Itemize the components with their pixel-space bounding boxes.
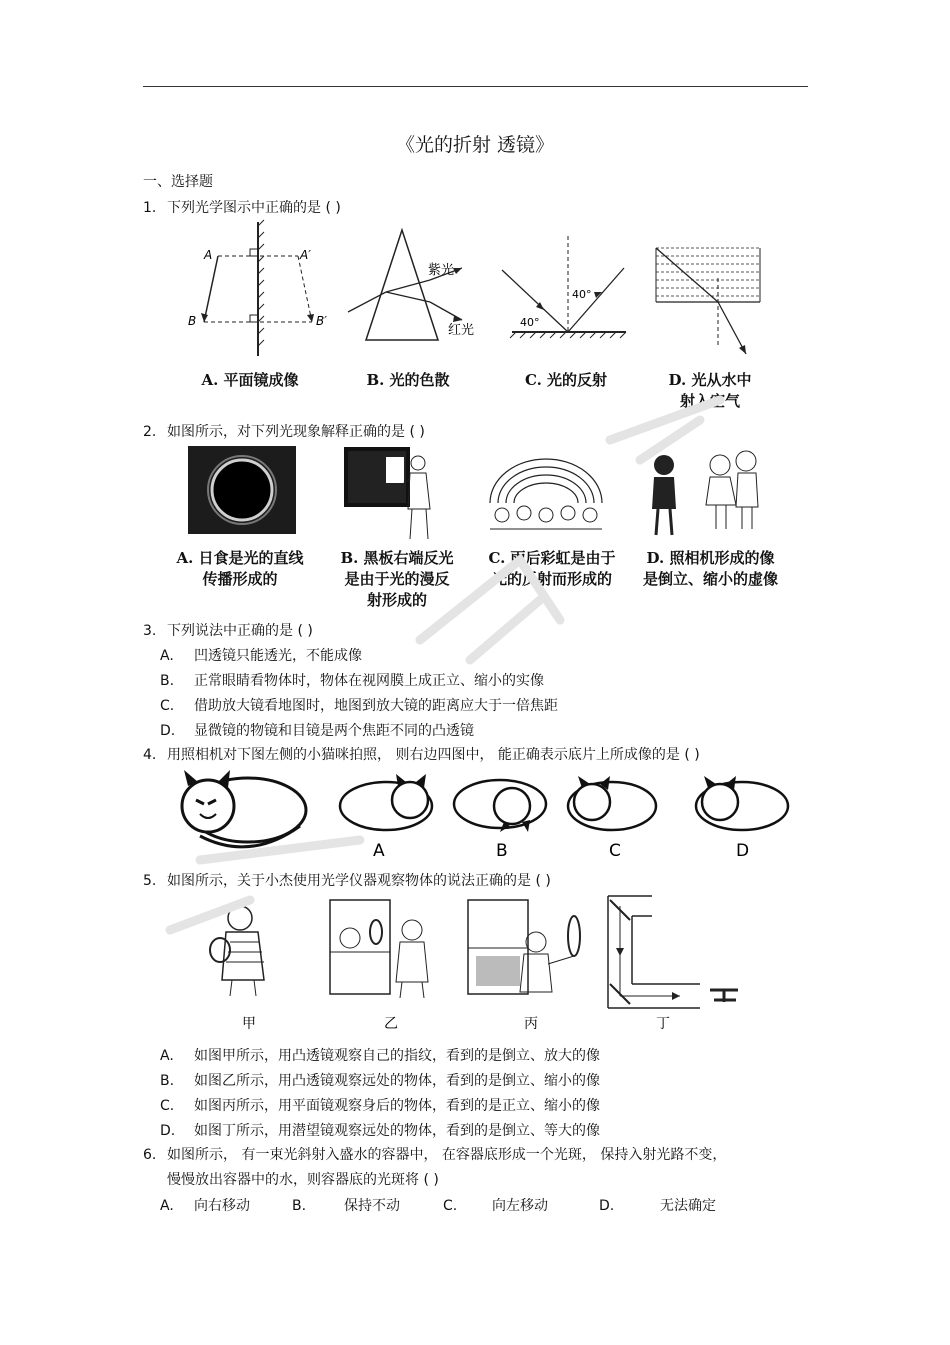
q3-option-c <box>160 695 558 715</box>
question-text: 如图所示，关于小杰使用光学仪器观察物体的说法正确的是 ( ) <box>167 873 551 889</box>
cat-option-a-image <box>340 774 432 830</box>
reflection-diagram <box>502 236 626 338</box>
option-text: 正常眼睛看物体时，物体在视网膜上成正立、缩小的实像 <box>194 673 544 689</box>
option-letter: B. <box>160 1073 175 1089</box>
option-text: 显微镜的物镜和目镜是两个焦距不同的凸透镜 <box>194 723 474 739</box>
cat-option-d-image <box>696 776 788 830</box>
q5-figure <box>190 892 780 1034</box>
question-text: 如图所示，对下列光现象解释正确的是 ( ) <box>167 424 425 440</box>
q3-option-a <box>160 645 362 665</box>
option-letter: A. <box>160 1198 174 1214</box>
option-letter: C. <box>160 1098 175 1114</box>
q6-option-b <box>292 1195 400 1215</box>
option-text: 如图丁所示，用潜望镜观察远处的物体，看到的是倒立、等大的像 <box>194 1123 600 1139</box>
question-number: 6. <box>143 1147 157 1163</box>
prism-diagram <box>348 230 474 340</box>
label-ding: 丁 <box>656 1016 670 1032</box>
q2-caption-d <box>628 548 793 590</box>
question-text: 下列说法中正确的是 ( ) <box>167 623 313 639</box>
option-text: 无法确定 <box>660 1198 716 1214</box>
q3-option-b <box>160 670 544 690</box>
question-text-line1: 如图所示， 有一束光斜射入盛水的容器中， 在容器底形成一个光斑， 保持入射光路不变， <box>167 1147 727 1163</box>
option-letter: D. <box>599 1198 615 1214</box>
cat-label-b: B <box>496 841 508 861</box>
option-letter: D. <box>160 723 176 739</box>
q1-caption-c: C. 光的反射 <box>524 371 608 389</box>
solar-eclipse-image <box>188 446 296 534</box>
caption-line: C. 雨后彩虹是由于 <box>488 549 616 567</box>
option-letter: D. <box>160 1123 176 1139</box>
option-text: 如图甲所示，用凸透镜观察自己的指纹，看到的是倒立、放大的像 <box>194 1048 600 1064</box>
option-letter: B. <box>160 673 175 689</box>
header-rule <box>143 86 808 87</box>
question-4 <box>143 744 700 764</box>
q1-caption-b: B. 光的色散 <box>366 371 450 389</box>
caption-line: B. 黑板右端反光 <box>340 549 454 567</box>
question-number: 5. <box>143 873 157 889</box>
caption-line: 是倒立、缩小的虚像 <box>642 570 778 588</box>
incidence-angle-label: 40° <box>520 316 540 329</box>
q5-option-a <box>160 1045 600 1065</box>
cat-label-c: C <box>609 841 621 861</box>
question-text: 用照相机对下图左侧的小猫咪拍照， 则右边四图中， 能正确表示底片上所成像的是 ( ) <box>167 747 700 763</box>
q5-option-d <box>160 1120 600 1140</box>
caption-line: 是由于光的漫反 <box>344 570 450 588</box>
q1-caption-d-line1: D. 光从水中 <box>668 371 752 389</box>
question-6 <box>143 1144 726 1164</box>
q2-caption-b <box>322 548 472 611</box>
q6-option-a <box>160 1195 250 1215</box>
point-a: A <box>204 248 213 262</box>
red-light-label: 红光 <box>448 323 475 338</box>
label-yi: 乙 <box>384 1016 398 1032</box>
caption-line: A. 日食是光的直线 <box>176 549 304 567</box>
q6-option-d <box>599 1195 716 1215</box>
cat-label-d: D <box>736 841 750 861</box>
question-number: 4. <box>143 747 157 763</box>
option-letter: C. <box>160 698 175 714</box>
question-1 <box>143 197 341 217</box>
camera-photo-image <box>652 451 758 535</box>
q4-figure <box>160 766 800 862</box>
label-jia: 甲 <box>242 1016 256 1032</box>
question-2 <box>143 421 425 441</box>
violet-light-label: 紫光 <box>428 263 455 278</box>
option-text: 如图丙所示，用平面镜观察身后的物体，看到的是正立、缩小的像 <box>194 1098 600 1114</box>
option-text: 向左移动 <box>492 1198 548 1214</box>
q2-caption-a <box>160 548 320 590</box>
cat-original-image <box>182 770 306 847</box>
q2-figure <box>180 443 800 543</box>
question-6-continued: 慢慢放出容器中的水，则容器底的光斑将 ( ) <box>167 1172 439 1188</box>
cat-option-c-image <box>568 776 656 830</box>
question-5 <box>143 870 551 890</box>
cat-option-b-image <box>454 780 546 832</box>
question-text: 下列光学图示中正确的是 ( ) <box>167 200 341 216</box>
question-number: 1. <box>143 200 157 216</box>
option-text: 如图乙所示，用凸透镜观察远处的物体，看到的是倒立、缩小的像 <box>194 1073 600 1089</box>
question-3 <box>143 620 313 640</box>
option-text: 凹透镜只能透光，不能成像 <box>194 648 362 664</box>
q1-caption-d-line2: 射入空气 <box>679 392 740 410</box>
point-a-prime: A′ <box>300 248 311 262</box>
page-title: 《光的折射 透镜》 <box>395 134 555 156</box>
plane-mirror-diagram <box>188 220 327 356</box>
q1-caption-a: A. 平面镜成像 <box>201 371 299 389</box>
label-bing: 丙 <box>524 1016 538 1032</box>
refraction-diagram <box>656 248 760 354</box>
periscope-diagram <box>608 896 738 1008</box>
option-text: 保持不动 <box>344 1198 400 1214</box>
point-b: B <box>188 314 197 328</box>
option-letter: B. <box>292 1198 307 1214</box>
q5-option-c <box>160 1095 600 1115</box>
caption-line: 光的反射而形成的 <box>491 570 612 588</box>
option-text: 向右移动 <box>194 1198 250 1214</box>
q5-option-b <box>160 1070 600 1090</box>
caption-line: D. 照相机形成的像 <box>646 549 775 567</box>
option-text: 借助放大镜看地图时，地图到放大镜的距离应大于一倍焦距 <box>194 698 558 714</box>
rainbow-image <box>490 459 602 529</box>
boy-mirror-image <box>468 900 580 994</box>
boy-magnifier-fingerprint-image <box>210 906 264 996</box>
option-letter: A. <box>160 648 174 664</box>
q6-option-c <box>443 1195 548 1215</box>
q2-caption-c <box>472 548 632 590</box>
cat-label-a: A <box>373 841 385 861</box>
q3-option-d <box>160 720 474 740</box>
section-heading: 一、选择题 <box>143 174 213 190</box>
caption-line: 传播形成的 <box>202 570 278 588</box>
reflection-angle-label: 40° <box>572 288 592 301</box>
option-letter: A. <box>160 1048 174 1064</box>
option-letter: C. <box>443 1198 458 1214</box>
question-number: 2. <box>143 424 157 440</box>
blackboard-glare-image <box>344 447 430 539</box>
point-b-prime: B′ <box>316 314 327 328</box>
q1-caption-d <box>645 370 775 412</box>
caption-line: 射形成的 <box>366 591 427 609</box>
question-number: 3. <box>143 623 157 639</box>
boy-lens-window-image <box>330 900 428 998</box>
